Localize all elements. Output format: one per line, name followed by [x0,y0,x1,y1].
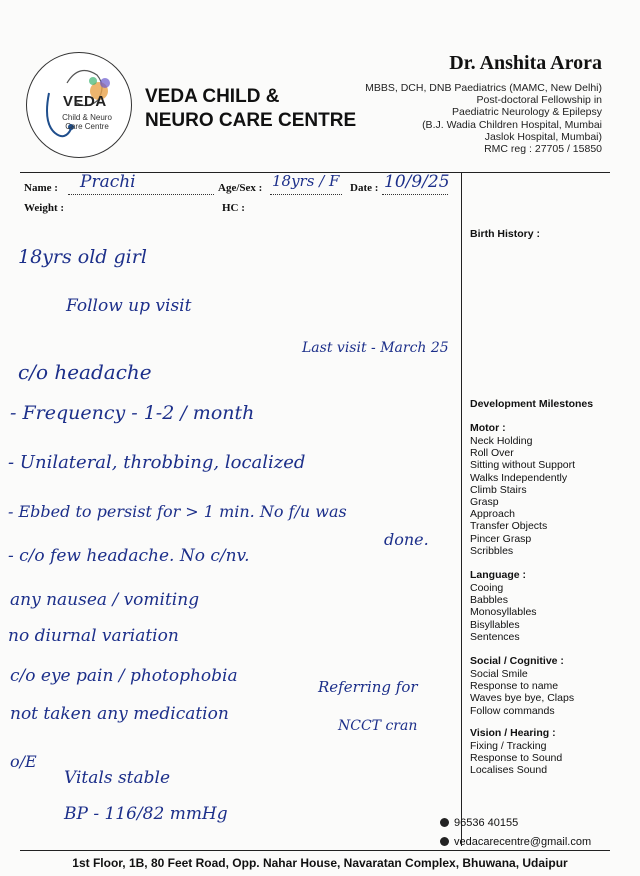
name-label: Name : [24,182,58,194]
sidebar-divider [461,172,462,846]
whatsapp-icon [440,818,449,827]
note-line: o/E [10,752,37,771]
note-line: - Unilateral, throbbing, localized [8,452,306,473]
note-line: - Ebbed to persist for > 1 min. No f/u was [8,502,347,521]
milestone-item: Walks Independently [470,471,568,484]
milestone-item: Response to name [470,680,559,693]
clinic-name-line1: VEDA CHILD & [145,86,280,107]
hc-label: HC : [222,202,245,214]
email-contact [440,836,591,848]
milestone-item: Roll Over [470,447,514,460]
note-line: any nausea / vomiting [10,590,200,610]
note-line: NCCT cran [338,718,418,734]
language-list [470,582,537,643]
clinic-name-line2: NEURO CARE CENTRE [145,110,357,131]
qual-line: Jaslok Hospital, Mumbai) [484,130,602,143]
qual-line: MBBS, DCH, DNB Paediatrics (MAMC, New Delhi) [365,82,602,94]
milestone-item: Waves bye bye, Claps [470,692,575,705]
note-line: done. [384,530,429,549]
note-line: c/o headache [18,360,152,384]
name-underline [68,194,214,195]
milestone-item: Grasp [470,496,499,509]
qual-line: Paediatric Neurology & Epilepsy [452,106,602,119]
social-heading: Social / Cognitive : [470,655,564,667]
note-line: - c/o few headache. No c/nv. [8,546,250,566]
qual-line: RMC reg : 27705 / 15850 [484,143,602,156]
logo-subtitle: Child & Neuro Care Centre [62,113,112,131]
email-icon [440,837,449,846]
clinic-logo [26,52,132,158]
milestone-item: Response to Sound [470,752,563,765]
agesex-underline [270,194,342,195]
milestone-item: Approach [470,508,515,521]
qual-line: (B.J. Wadia Children Hospital, Mumbai [422,118,602,131]
milestone-item: Transfer Objects [470,520,548,533]
note-line: Last visit - March 25 [302,340,449,356]
clinic-name [145,85,356,133]
note-line: Follow up visit [66,296,192,316]
weight-label: Weight : [24,202,65,214]
note-line: not taken any medication [10,704,229,724]
doctor-name: Dr. Anshita Arora [449,52,602,74]
motor-heading: Motor : [470,422,506,434]
note-line: BP - 116/82 mmHg [64,804,228,824]
date-label: Date : [350,182,379,194]
social-list [470,668,574,717]
milestone-item: Climb Stairs [470,483,527,496]
milestone-item: Follow commands [470,704,555,717]
milestone-item: Sentences [470,630,520,643]
note-line: Vitals stable [64,768,171,788]
phone-number: 96536 40155 [454,817,519,829]
motor-list [470,435,575,557]
vision-list [470,740,562,777]
qual-line: Post-doctoral Fellowship in [476,94,602,107]
vision-heading: Vision / Hearing : [470,727,556,739]
milestone-item: Social Smile [470,668,528,680]
date-value: 10/9/25 [384,172,450,192]
note-line: Referring for [318,678,418,696]
language-heading: Language : [470,569,527,581]
date-underline [382,194,448,195]
milestone-item: Pincer Grasp [470,532,532,545]
milestone-item: Scribbles [470,544,514,557]
milestone-item: Sitting without Support [470,459,576,472]
email-address: vedacarecentre@gmail.com [454,836,592,848]
milestone-item: Bisyllables [470,618,520,631]
note-line: c/o eye pain / photophobia [10,666,238,686]
name-value: Prachi [80,172,136,192]
footer-divider [20,850,610,851]
milestone-item: Localises Sound [470,764,548,777]
doctor-qualifications [342,82,602,155]
note-line: no diurnal variation [8,626,179,646]
agesex-value: 18yrs / F [272,172,340,190]
milestone-item: Fixing / Tracking [470,740,547,752]
note-line: - Frequency - 1-2 / month [10,402,255,424]
milestone-item: Babbles [470,594,508,607]
logo-brand: VEDA [63,93,107,110]
milestone-item: Monosyllables [470,606,537,619]
agesex-label: Age/Sex : [218,182,263,194]
clinic-address: 1st Floor, 1B, 80 Feet Road, Opp. Nahar House, Navaratan Complex, Bhuwana, Udaipur [72,856,568,870]
birth-history-heading: Birth History : [470,228,541,240]
milestone-item: Neck Holding [470,435,533,447]
note-line: 18yrs old girl [18,246,147,268]
phone-contact [440,817,518,829]
milestone-item: Cooing [470,582,504,594]
development-milestones-heading: Development Milestones [470,398,594,410]
